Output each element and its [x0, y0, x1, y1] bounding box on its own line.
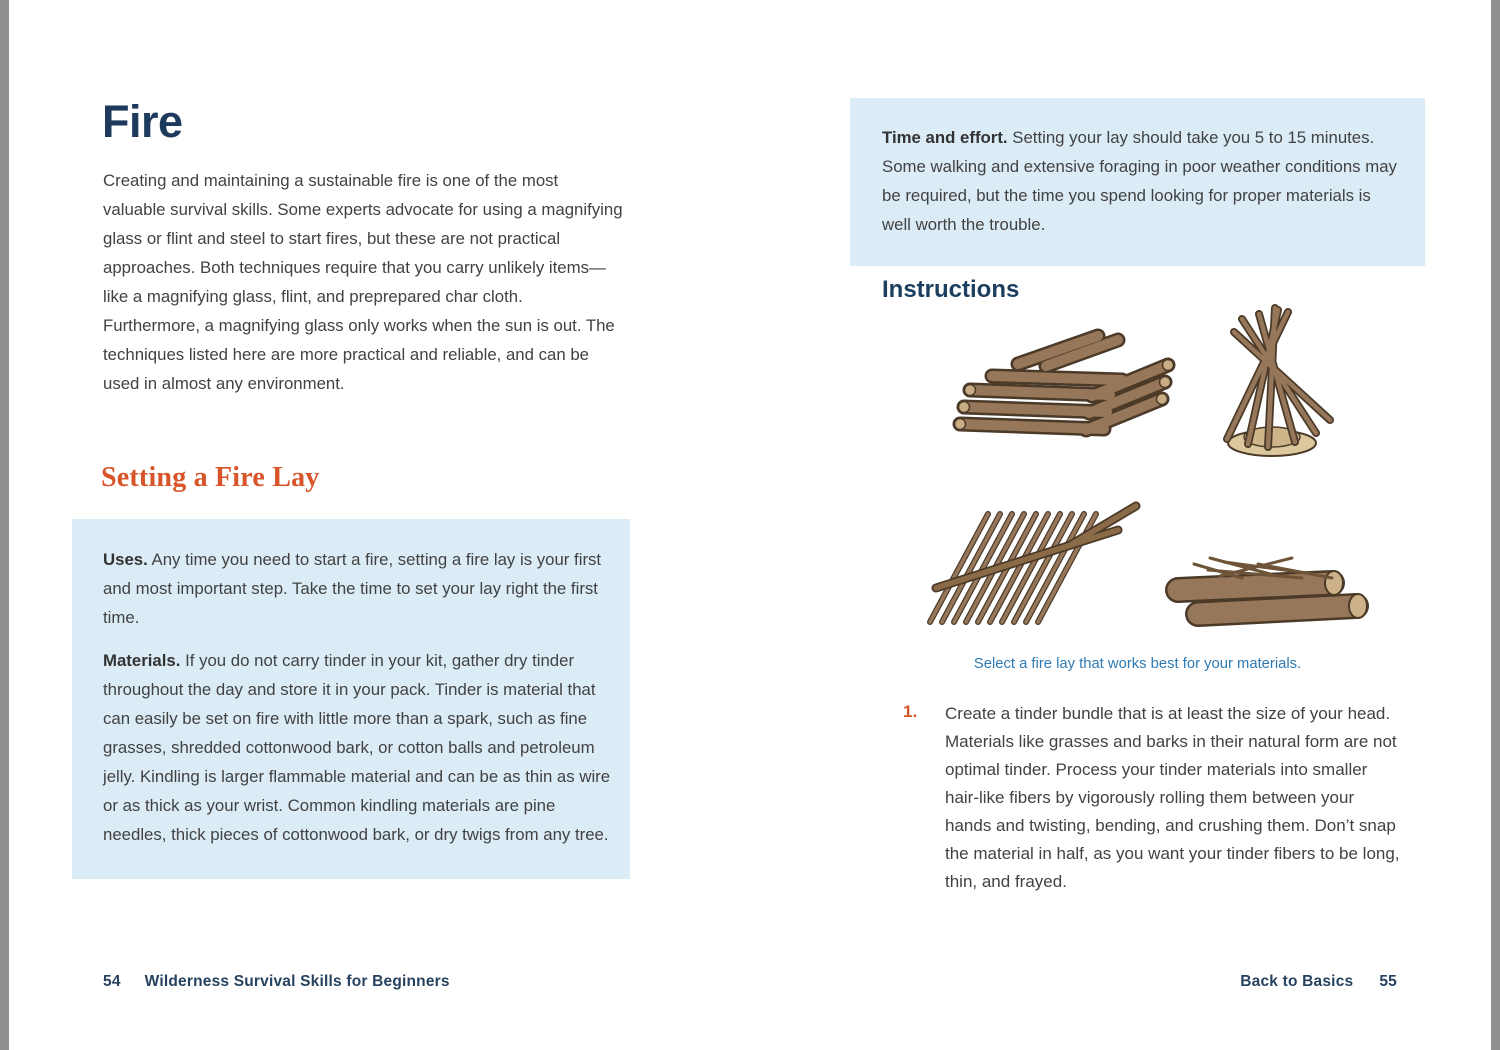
materials-text: If you do not carry tinder in your kit, gather dry tinder throughout the day and store it in your pack. Tinder is material that can easily be set on fire with little more than a spark, such as fine grasses, shredded cottonwood bark, or cotton balls and petroleum jelly. Kindling is larger flammable material and can be as thin as wire or as thick as your wrist. Common kindling materials are pine needles, thick pieces of cottonwood bark, or dry twigs from any tree. — [103, 651, 611, 844]
section-title-footer: Back to Basics — [1240, 973, 1354, 990]
log-cabin-fire-lay-illustration — [928, 312, 1178, 447]
page-number-right: 55 — [1379, 973, 1397, 990]
time-effort-info-box — [850, 98, 1425, 266]
left-page-footer — [103, 973, 450, 991]
materials-paragraph — [103, 646, 614, 849]
chapter-title: Fire — [102, 96, 183, 147]
intro-paragraph: Creating and maintaining a sustainable fire is one of the most valuable survival skills. Some experts advocate for using a magnifying glass or flint and steel to start fires, but these are not practical approaches. Both techniques require that you carry unlikely items—like a magnifying glass, flint, and preprepared char cloth. Furthermore, a magnifying glass only works when the sun is out. The techniques listed here are more practical and reliable, and can be used in almost any environment. — [103, 171, 623, 393]
book-title: Wilderness Survival Skills for Beginners — [144, 973, 450, 990]
uses-materials-info-box — [72, 519, 630, 879]
uses-text: Any time you need to start a fire, setting a fire lay is your first and most important step. Take the time to set your lay right the first time. — [103, 550, 602, 627]
time-effort-paragraph — [882, 123, 1397, 239]
right-page-footer — [850, 973, 1397, 991]
teepee-fire-lay-illustration — [1202, 302, 1342, 462]
fire-lay-illustrations — [850, 302, 1425, 647]
time-effort-label: Time and effort. — [882, 128, 1008, 147]
illustration-caption: Select a fire lay that works best for your materials. — [973, 656, 1302, 672]
right-page — [750, 0, 1500, 1050]
log-pile-fire-lay-illustration — [1150, 534, 1370, 634]
time-effort-text: Setting your lay should take you 5 to 15 minutes. Some walking and extensive foraging in poor weather conditions may be required, but the time you spend looking for proper materials is well worth the trouble. — [882, 128, 1397, 234]
step-1-number: 1. — [903, 702, 918, 721]
lean-to-fire-lay-illustration — [922, 480, 1142, 630]
uses-paragraph — [103, 545, 614, 632]
materials-label: Materials. — [103, 651, 181, 670]
uses-label: Uses. — [103, 550, 148, 569]
section-heading-fire-lay: Setting a Fire Lay — [101, 462, 320, 493]
page-number-left: 54 — [103, 973, 121, 990]
step-1-text: Create a tinder bundle that is at least the size of your head. Materials like grasses and barks in their natural form are not optimal tinder. Process your tinder materials into smaller hair-like fibers by vigorously rolling them between your hands and twisting, bending, and crushing them. Don’t snap the material in half, as you want your tinder fibers to be long, thin, and frayed. — [945, 704, 1400, 891]
instructions-heading: Instructions — [882, 276, 1020, 303]
